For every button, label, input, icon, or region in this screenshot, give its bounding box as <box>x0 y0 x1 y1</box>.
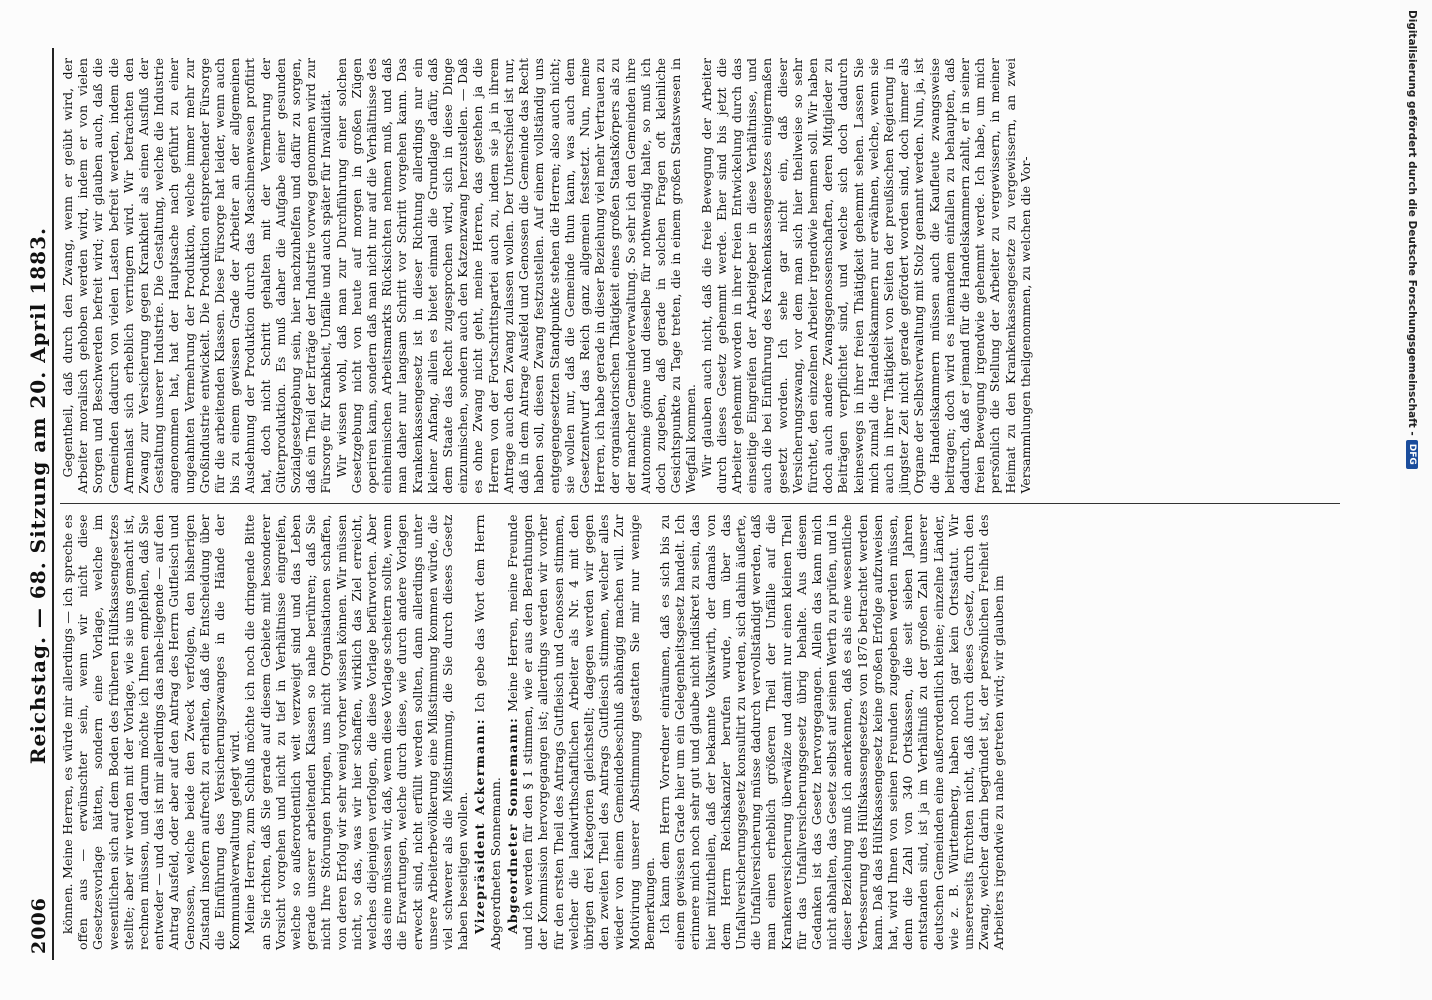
dfg-logo: DFG <box>1406 440 1418 469</box>
speech-text: Meine Herren, meine Freunde und ich werden für den § 1 stimmen, wie er aus den Berathungen der Kommission hervorgegangen ist; allerdings werden wir vorher für den ersten Theil des Antrags Gutfleisch und Genossen stimmen, welcher die landwirthschaftlichen Arbeiter als Nr. 4 mit den übrigen drei Kategorien gleichstellt; dagegen werden wir gegen den zweiten Theil des Antrags Gutfleisch stimmen, welcher alles wieder von einem Gemeindebeschluß abhängig machen will. Zur Motivirung unserer Abstimmung gestatten Sie mir nur wenige Bemerkungen. <box>504 514 657 950</box>
speech-text: Ich gebe das Wort dem Herrn Abgeordneten Sonnemann. <box>472 514 503 950</box>
page-number: 2006 <box>28 897 50 954</box>
credit-line <box>1400 0 1424 1000</box>
left-column <box>60 504 1340 961</box>
body-paragraph: Wir glauben auch nicht, daß die freie Bewegung der Arbeiter durch dieses Gesetz gehemmt werde. Eher sind bis jetzt die Arbeiter gehemmt worden in ihrer freien Entwickelung durch das einseitige Eingreifen der Arbeitgeber in diese Verhältnisse, und auch die bei Einführung des Krankenkassengesetzes einigermaßen gesetzt worden. Ich sehe gar nicht ein, daß dieser Versicherungszwang, vor dem man sich hier theilweise so sehr fürchtet, den einzelnen Arbeiter irgendwie hemmen soll. Wir haben doch auch andere Zwangsgenossenschaften, deren Mitglieder zu Beiträgen verpflichtet sind, und welche sich doch dadurch keineswegs in ihrer freien Thätigkeit gehemmt sehen. Lassen Sie mich zumal die Handelskammern nur erwähnen, welche, wenn sie auch in ihrer Thätigkeit von Seiten der preußischen Regierung in jüngster Zeit nicht gerade gefördert worden sind, doch immer als Organe der Selbstverwaltung mit Stolz genannt werden. Nun, ja, ist die Handelskammern müssen auch die Kaufleute zwangsweise beitragen; doch wird es niemandem einfallen zu behaupten, daß dadurch, daß er jemand für die Handelskammern zahlt, er in seiner freien Bewegung irgendwie gehemmt werde. Ich habe, um mich persönlich die Stellung der Arbeiter zu vergewissern, in meiner Heimat zu den Krankenkassengesetze zu vergewissern, an zwei Versammlungen theilgenommen, zu welchen die Vor- <box>698 58 1033 494</box>
body-paragraph: Meine Herren, zum Schluß möchte ich noch die dringende Bitte an Sie richten, daß Sie gerade auf diesem Gebiete mit besonderer Vorsicht vorgehen und nicht zu tief in Verhältnisse eingreifen, welche so außerordentlich weit verzweigt sind und das Leben gerade unserer arbeitenden Klassen so nahe berühren; daß Sie nicht Ihre Störungen bringen, uns nicht Organisationen schaffen, von deren Erfolg wir sehr wenig vorher wissen können. Wir müssen nicht, so das, was wir hier schaffen, wirklich das Ziel erreicht, welches diejenigen verfolgen, die diese Vorlage befürworten. Aber das eine müssen wir, daß, wenn diese Vorlage scheitern sollte, wenn die Erwartungen, welche durch diese, wie durch andere Vorlagen erweckt sind, nicht erfüllt werden sollten, dann allerdings unter unsere Arbeiterbevölkerung eine Mißstimmung kommen würde, die viel schwerer als die Mißstimmung, die Sie durch dieses Gesetz haben beseitigen wollen. <box>242 514 471 950</box>
page-header <box>18 48 54 960</box>
body-paragraph: Wir wissen wohl, daß man zur Durchführung einer solchen Gesetzgebung nicht von heute auf morgen in großen Zügen operiren kann, sondern daß man nicht nur auf die Verhältnisse des einheimischen Arbeitsmarkts Rücksichten nehmen muß, und daß man daher nur langsam Schritt vor Schritt vorgehen kann. Das Krankenkassengesetz ist in dieser Richtung allerdings nur ein kleiner Anfang, allein es bietet einmal die Grundlage dafür, daß dem Staate das Recht zugesprochen wird, sich in diese Dinge einzumischen, sondern auch den Katzenzwang herzustellen. — Daß es ohne Zwang nicht geht, meine Herren, das gestehen ja die Herren von der Fortschrittspartei auch zu, indem sie ja in ihrem Antrage auch den Zwang zulassen wollen. Der Unterschied ist nur, daß in dem Antrage Ausfeld und Genossen die Gemeinde das Recht haben soll, diesen Zwang festzustellen. Auf einem vollständig uns entgegengesetzten Standpunkte stehen die Herren; also auch nicht; sie wollen nur, daß die Gemeinde thun kann, was auch dem Gesetzentwurf das Reich ganz allgemein festsetzt. Nun, meine Herren, ich habe gerade in dieser Beziehung viel mehr Vertrauen zu der organisatorischen Thätigkeit eines großen Staatskörpers als zu der mancher Gemeindeverwaltung. So sehr ich den Gemeinden ihre Autonomie gönne und dieselbe für nothwendig halte, so muß ich doch zugeben, daß gerade in solchen Fragen oft kleinliche Gesichtspunkte zu Tage treten, die in einem großen Staatswesen in Wegfall kommen. <box>333 58 699 494</box>
speaker-name: Vizepräsident Ackermann: <box>472 718 488 934</box>
credit-strip <box>1404 0 1428 1000</box>
body-paragraph: Gegentheil, daß durch den Zwang, wenn er geübt wird, der Arbeiter moralisch gehoben werden wird, indem er von vielen Sorgen und Beschwerden befreit wird; wir glauben auch, daß die Gemeinden dadurch von vielen Lasten befreit werden, indem die Armenlast sich erheblich verringern wird. Wir betrachten den Zwang zur Versicherung gegen Krankheit als einen Ausfluß der Gestaltung unserer Industrie. Die Gestaltung, welche die Industrie angenommen hat, hat der Hauptsache nach geführt zu einer ungeahnten Vermehrung der Produktion, welche immer mehr zur Großindustrie entwickelt. Die Produktion entsprechender Fürsorge für die arbeitenden Klassen. Diese Fürsorge hat leider, wenn auch bis zu einem gewissen Grade der Arbeiter an der allgemeinen Ausdehnung der Produktion durch das Maschinenwesen profitirt hat, doch nicht Schritt gehalten mit der Vermehrung der Güterproduktion. Es muß daher die Aufgabe einer gesunden Sozialgesetzgebung sein, hier nachzuhelfen und dafür zu sorgen, daß ein Theil der Erträge der Industrie vorweg genommen wird zur Fürsorge für Krankheit, Unfälle und auch später für Invalidität. <box>60 58 334 494</box>
speaker-paragraph <box>472 515 502 951</box>
text-columns <box>60 48 1340 960</box>
body-paragraph: können. Meine Herren, es würde mir allerdings — ich spreche es offen aus — erwünschter sein, wenn wir nicht diese Gesetzesvorlage hätten, sondern eine Vorlage, welche im wesentlichen sich auf dem Boden des früheren Hülfskassengesetzes stellte; aber wir werden mit der Vorlage, wie sie uns gemacht ist, rechnen müssen, und darum möchte ich Ihnen empfehlen, daß Sie entweder — und das ist mir allerdings das nahe-liegende — auf den Antrag Ausfeld, oder aber auf den Antrag des Herrn Gutfleisch und Genossen, welche beide den Zweck verfolgen, den bisherigen Zustand insofern aufrecht zu erhalten, daß die Entscheidung über die Einführung des Versicherungszwanges in die Hände der Kommunalverwaltung gelegt wird. <box>60 514 243 950</box>
credit-text: Digitalisierung gefördert durch die Deutsche Forschungsgemeinschaft - <box>1406 10 1418 436</box>
running-title: Reichstag. — 68. Sitzung am 20. April 1883. <box>26 227 50 765</box>
speaker-name: Abgeordneter Sonnemann: <box>504 717 520 934</box>
body-paragraph: Ich kann dem Herrn Vorredner einräumen, daß es sich bis zu einem gewissen Grade hier um ein Gelegenheitsgesetz handelt. Ich erinnere mich noch sehr gut und glaube nicht indiskret zu sein, das hier mitzutheilen, daß der bekannte Volkswirth, der damals von dem Herrn Reichskanzler berufen wurde, um über das Unfallversicherungsgesetz konsultirt zu werden, sich dahin äußerte, die Unfallversicherung müsse dadurch vervollständigt werden, daß man einen erheblich größeren Theil der Unfälle auf die Krankenversicherung überwälze und damit nur einen kleinen Theil für das Unfallversicherungsgesetz übrig behalte. Aus diesem Gedanken ist das Gesetz hervorgegangen. Allein das kann mich nicht abhalten, das Gesetz selbst auf seinen Werth zu prüfen, und in dieser Beziehung muß ich anerkennen, daß es als eine wesentliche Verbesserung des Hülfskassengesetzes von 1876 betrachtet werden kann. Daß das Hülfskassengesetz keine großen Erfolge aufzuweisen hat, wird Ihnen von seinen Freunden zugegeben werden müssen, denn die Zahl von 340 Ortskassen, die seit sieben Jahren entstanden sind, ist ja im Verhältniß zu der großen Zahl unserer deutschen Gemeinden eine außerordentlich kleine; einzelne Länder, wie z. B. Württemberg, haben noch gar kein Ortsstatut. Wir unsererseits fürchten nicht, daß durch dieses Gesetz, durch den Zwang, welcher darin begründet ist, der persönlichen Freiheit des Arbeiters irgendwie zu nahe getreten wird; wir glauben im <box>656 514 1007 950</box>
right-column <box>60 48 1340 504</box>
speaker-paragraph <box>505 515 657 951</box>
